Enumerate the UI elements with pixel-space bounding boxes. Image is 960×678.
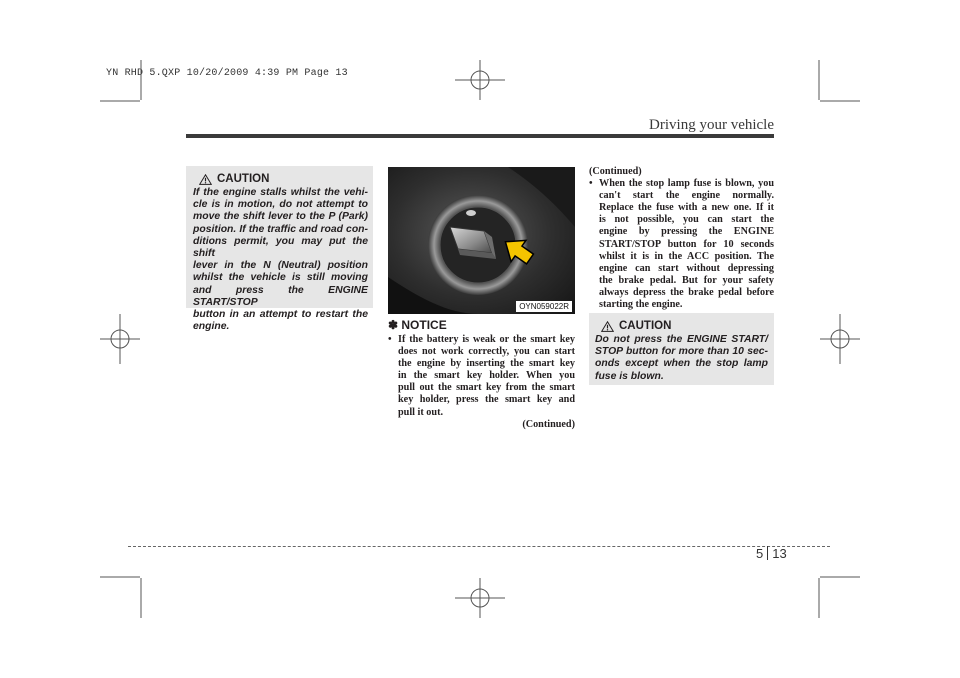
- header-rule: [186, 134, 774, 138]
- body-line: engine can start without depressing: [599, 262, 774, 274]
- footer-rule: [128, 546, 830, 547]
- page-number-value: 13: [772, 546, 787, 561]
- registration-mark-bottom: [455, 578, 505, 618]
- body-line: Replace the fuse with a new one. If it: [599, 202, 774, 214]
- notice-line: pull out the smart key from the smart: [398, 382, 575, 394]
- notice-line: If the battery is weak or the smart key: [398, 334, 575, 345]
- notice-heading: ✽ NOTICE: [388, 318, 447, 332]
- notice-line: key holder, press the smart key and: [398, 394, 575, 406]
- body-line: When the stop lamp fuse is blown, you: [599, 178, 774, 190]
- caution-line: engine.: [193, 321, 230, 333]
- caution-line: If the engine stalls whilst the vehi-: [193, 187, 368, 198]
- smart-key-holder-photo: [388, 167, 575, 314]
- notice-line: pull it out.: [398, 406, 444, 418]
- notice-section: [388, 318, 575, 431]
- registration-mark-right: [820, 314, 860, 364]
- registration-mark-left: [100, 314, 140, 364]
- body-line: is not possible, you can start the: [599, 214, 774, 226]
- stop-lamp-fuse-section: [589, 166, 774, 311]
- caution-box-left: [186, 166, 373, 333]
- warning-triangle-icon: [601, 321, 614, 332]
- caution-heading: [192, 173, 368, 185]
- bullet-marker: •: [388, 334, 392, 345]
- caution-line: cle is in motion, do not attempt to: [193, 199, 368, 211]
- body-line: whilst it is in the ACC position. The: [599, 250, 774, 262]
- bullet-marker: •: [589, 178, 593, 190]
- body-line: START/STOP button for 10 seconds: [599, 238, 774, 250]
- stop-lamp-text: [599, 178, 774, 311]
- caution-line: move the shift lever to the P (Park): [193, 211, 368, 223]
- body-line: starting the engine.: [599, 299, 683, 311]
- print-slug: YN RHD 5.QXP 10/20/2009 4:39 PM Page 13: [106, 68, 348, 79]
- caution-line: ditions permit, you may put the shift: [193, 235, 368, 260]
- photo-label: OYN059022R: [516, 301, 572, 312]
- body-line: always depress the brake pedal before: [599, 286, 774, 298]
- caution-heading-text: CAUTION: [619, 320, 672, 332]
- body-line: the brake pedal. But for your safety: [599, 274, 774, 286]
- section-title: Driving your vehicle: [649, 117, 774, 133]
- smart-key-holder-illustration: [388, 167, 575, 314]
- notice-line: does not work correctly, you can start: [398, 346, 575, 358]
- body-line: can't start the engine normally.: [599, 190, 774, 202]
- stop-lamp-bullet: [589, 178, 774, 311]
- continued-label: (Continued): [522, 418, 575, 430]
- caution-text: [595, 334, 768, 383]
- caution-line: fuse is blown.: [595, 370, 664, 382]
- notice-line: the engine by inserting the smart key: [398, 358, 575, 370]
- warning-triangle-icon: [199, 174, 212, 185]
- caution-heading-text: CAUTION: [217, 173, 270, 185]
- notice-bullet: [388, 334, 575, 431]
- notice-text: [398, 334, 575, 431]
- caution-heading: [595, 320, 768, 332]
- continued-label: (Continued): [589, 166, 642, 177]
- caution-line: whilst the vehicle is still moving: [193, 272, 368, 284]
- body-line: engine by pressing the ENGINE: [599, 226, 774, 238]
- caution-line: button in an attempt to restart the: [193, 309, 368, 321]
- caution-text: [192, 187, 368, 333]
- chapter-number: 5: [756, 546, 764, 561]
- caution-line: lever in the N (Neutral) position: [193, 260, 368, 272]
- caution-line: STOP button for more than 10 sec-: [595, 346, 768, 358]
- caution-line: position. If the traffic and road con-: [193, 223, 368, 235]
- caution-line: and press the ENGINE START/STOP: [193, 284, 368, 308]
- caution-line: onds except when the stop lamp: [595, 358, 768, 370]
- page-number-separator: [767, 546, 768, 560]
- caution-box-right: [589, 313, 774, 385]
- page-number: [756, 546, 787, 561]
- caution-line: Do not press the ENGINE START/: [595, 334, 768, 345]
- registration-mark-top: [455, 60, 505, 100]
- notice-line: in the smart key holder. When you: [398, 370, 575, 382]
